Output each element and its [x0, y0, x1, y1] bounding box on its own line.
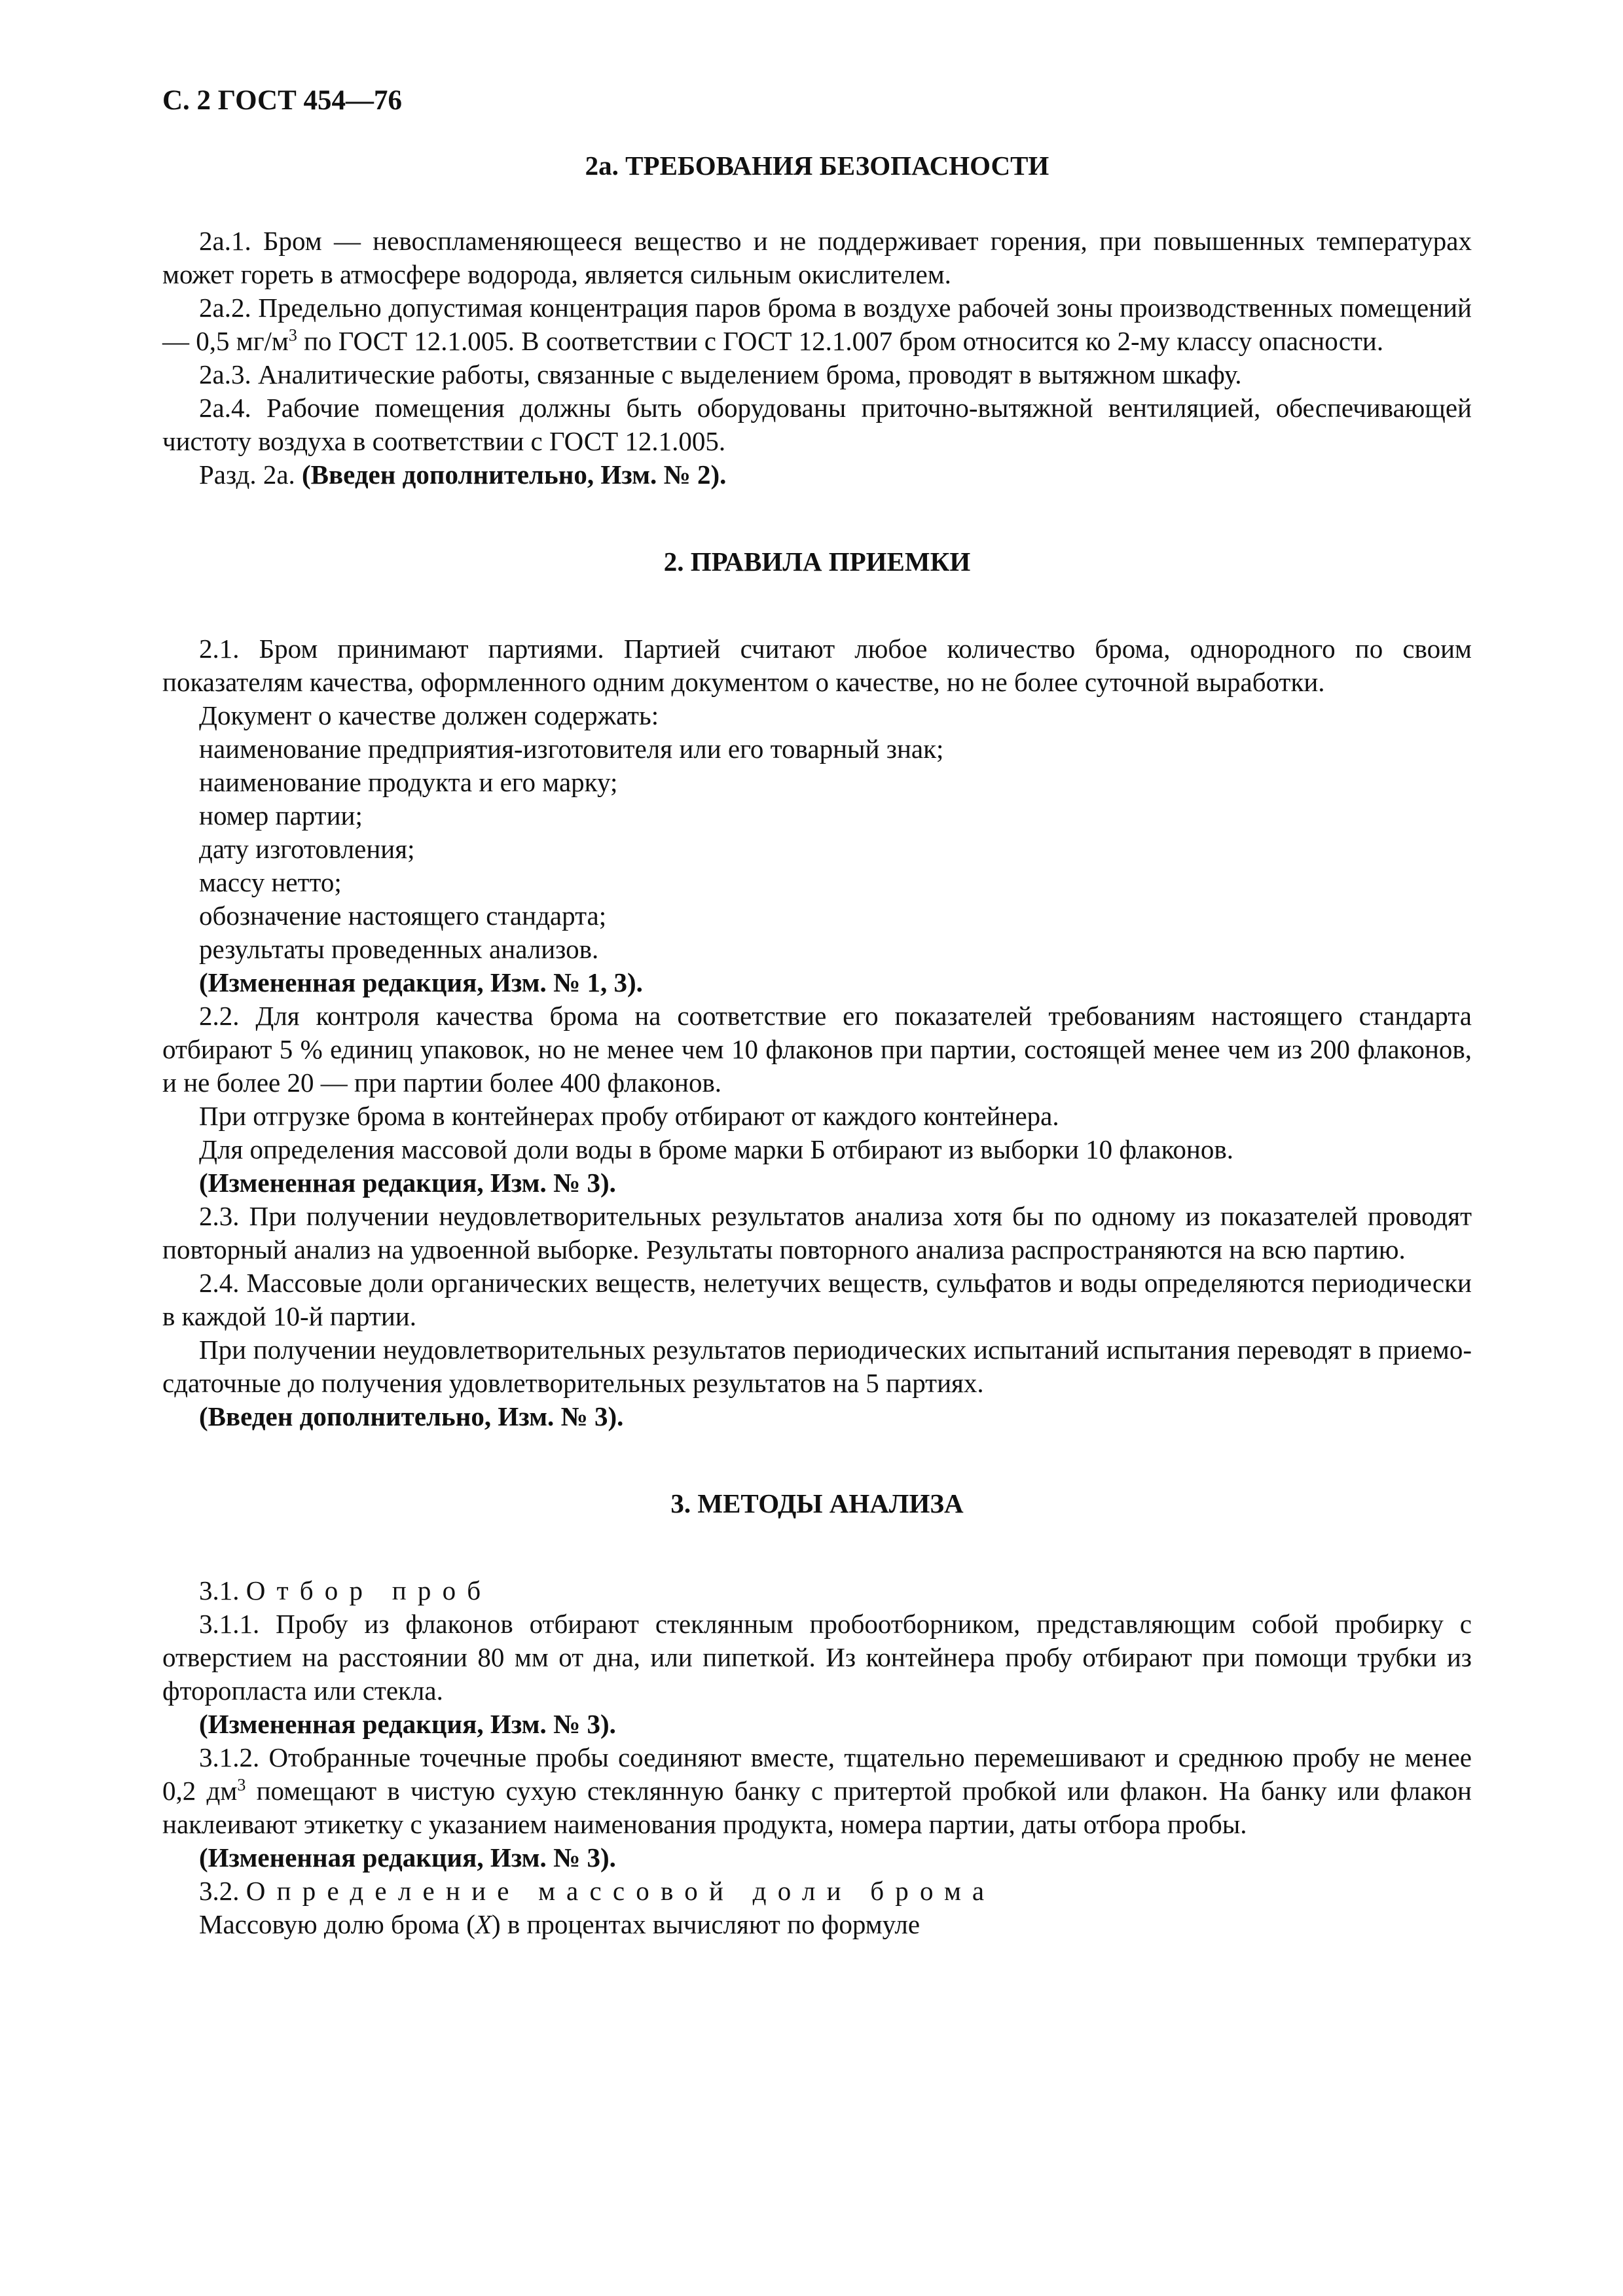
- paragraph-2-1: 2.1. Бром принимают партиями. Партией считают любое количество брома, однородного по своим показателям качества, оформленного одним документом о качестве, но не более суточной выработки.: [162, 634, 1472, 697]
- subsection-number: 3.1.: [199, 1575, 246, 1605]
- doc-item: номер партии;: [199, 800, 363, 831]
- paragraph-2a-3: 2а.3. Аналитические работы, связанные с выделением брома, проводят в вытяжном шкафу.: [199, 359, 1242, 389]
- variable-x: X: [475, 1909, 492, 1939]
- formula-intro-part1: Массовую долю брома (: [199, 1909, 475, 1939]
- document-body: [162, 149, 1472, 1941]
- doc-item: наименование предприятия-изготовителя или его товарный знак;: [199, 734, 944, 764]
- doc-item: массу нетто;: [199, 867, 342, 897]
- paragraph-2a-2: [162, 291, 1472, 358]
- paragraph-2-4b: При получении неудовлетворительных результатов периодических испытаний испытания переводят в приемо-сдаточные до получения удовлетворительных результатов на 5 партиях.: [162, 1335, 1472, 1398]
- doc-item: результаты проведенных анализов.: [199, 934, 599, 964]
- paragraph-2-4: 2.4. Массовые доли органических веществ, нелетучих веществ, сульфатов и воды определяются периодически в каждой 10-й партии.: [162, 1268, 1472, 1331]
- doc-item: дату изготовления;: [199, 834, 415, 864]
- doc-item: обозначение настоящего стандарта;: [199, 901, 607, 931]
- amendment-note: (Измененная редакция, Изм. № 3).: [199, 1842, 616, 1873]
- paragraph-2a-2-part1: 2а.2. Предельно допустимая концентрация паров брома в воздухе рабочей зоны производственных помещений — 0,5 мг/м: [162, 293, 1472, 356]
- superscript: 3: [288, 325, 297, 345]
- note-prefix: Разд. 2а.: [199, 459, 302, 490]
- paragraph-3-1-2-part2: помещают в чистую сухую стеклянную банку с притертой пробкой или флакон. На банку или флакон наклеивают этикетку с указанием наименования продукта, номера партии, даты отбора пробы.: [162, 1776, 1472, 1839]
- section-2a-note: [162, 458, 1472, 492]
- paragraph-2-2b: При отгрузке брома в контейнерах пробу отбирают от каждого контейнера.: [199, 1101, 1059, 1131]
- section-2a-title: 2а. ТРЕБОВАНИЯ БЕЗОПАСНОСТИ: [585, 151, 1049, 181]
- amendment-note: (Измененная редакция, Изм. № 1, 3).: [199, 967, 643, 997]
- formula-intro: [162, 1908, 1472, 1941]
- page-header: С. 2 ГОСТ 454—76: [162, 85, 403, 116]
- subsection-number: 3.2.: [199, 1876, 246, 1906]
- doc-intro: Документ о качестве должен содержать:: [199, 700, 659, 730]
- subsection-3-2-title: [162, 1874, 1472, 1908]
- paragraph-2a-1: 2а.1. Бром — невоспламеняющееся вещество и не поддерживает горения, при повышенных температурах может гореть в атмосфере водорода, является сильным окислителем.: [162, 226, 1472, 289]
- spaced-heading: Определение массовой доли брома: [246, 1876, 996, 1906]
- paragraph-3-1-1: 3.1.1. Пробу из флаконов отбирают стеклянным пробоотборником, представляющим собой пробирку с отверстием на расстоянии 80 мм от дна, или пипеткой. Из контейнера пробу отбирают при помощи трубки из фторопласта или стекла.: [162, 1609, 1472, 1706]
- paragraph-2-3: 2.3. При получении неудовлетворительных результатов анализа хотя бы по одному из показателей проводят повторный анализ на удвоенной выборке. Результаты повторного анализа распространяются на всю партию.: [162, 1201, 1472, 1265]
- doc-item: наименование продукта и его марку;: [199, 767, 618, 797]
- section-3-title: 3. МЕТОДЫ АНАЛИЗА: [670, 1488, 964, 1518]
- subsection-3-1-title: [162, 1574, 1472, 1607]
- amendment-note: (Введен дополнительно, Изм. № 3).: [199, 1401, 624, 1431]
- paragraph-3-1-2-part1: 3.1.2. Отобранные точечные пробы соединяют вместе, тщательно перемешивают и среднюю пробу не менее 0,2 дм: [162, 1742, 1472, 1806]
- paragraph-2a-4: 2а.4. Рабочие помещения должны быть оборудованы приточно-вытяжной вентиляцией, обеспечивающей чистоту воздуха в соответствии с ГОСТ 12.1.005.: [162, 393, 1472, 456]
- formula-intro-part2: ) в процентах вычисляют по формуле: [491, 1909, 921, 1939]
- amendment-note: (Измененная редакция, Изм. № 3).: [199, 1168, 616, 1198]
- paragraph-2-2: 2.2. Для контроля качества брома на соответствие его показателей требованиям настоящего стандарта отбирают 5 % единиц упаковок, но не менее чем 10 флаконов при партии, состоящей менее чем из 200 флаконов, и не более 20 — при партии более 400 флаконов.: [162, 1001, 1472, 1098]
- paragraph-2a-2-part2: по ГОСТ 12.1.005. В соответствии с ГОСТ 12.1.007 бром относится ко 2-му классу опасности.: [297, 326, 1384, 356]
- superscript: 3: [237, 1775, 246, 1795]
- paragraph-3-1-2: [162, 1741, 1472, 1841]
- spaced-heading: Отбор проб: [246, 1575, 492, 1605]
- note-bold: (Введен дополнительно, Изм. № 2).: [302, 459, 727, 490]
- paragraph-2-2c: Для определения массовой доли воды в броме марки Б отбирают из выборки 10 флаконов.: [199, 1134, 1233, 1164]
- section-2-title: 2. ПРАВИЛА ПРИЕМКИ: [663, 547, 971, 577]
- amendment-note: (Измененная редакция, Изм. № 3).: [199, 1709, 616, 1739]
